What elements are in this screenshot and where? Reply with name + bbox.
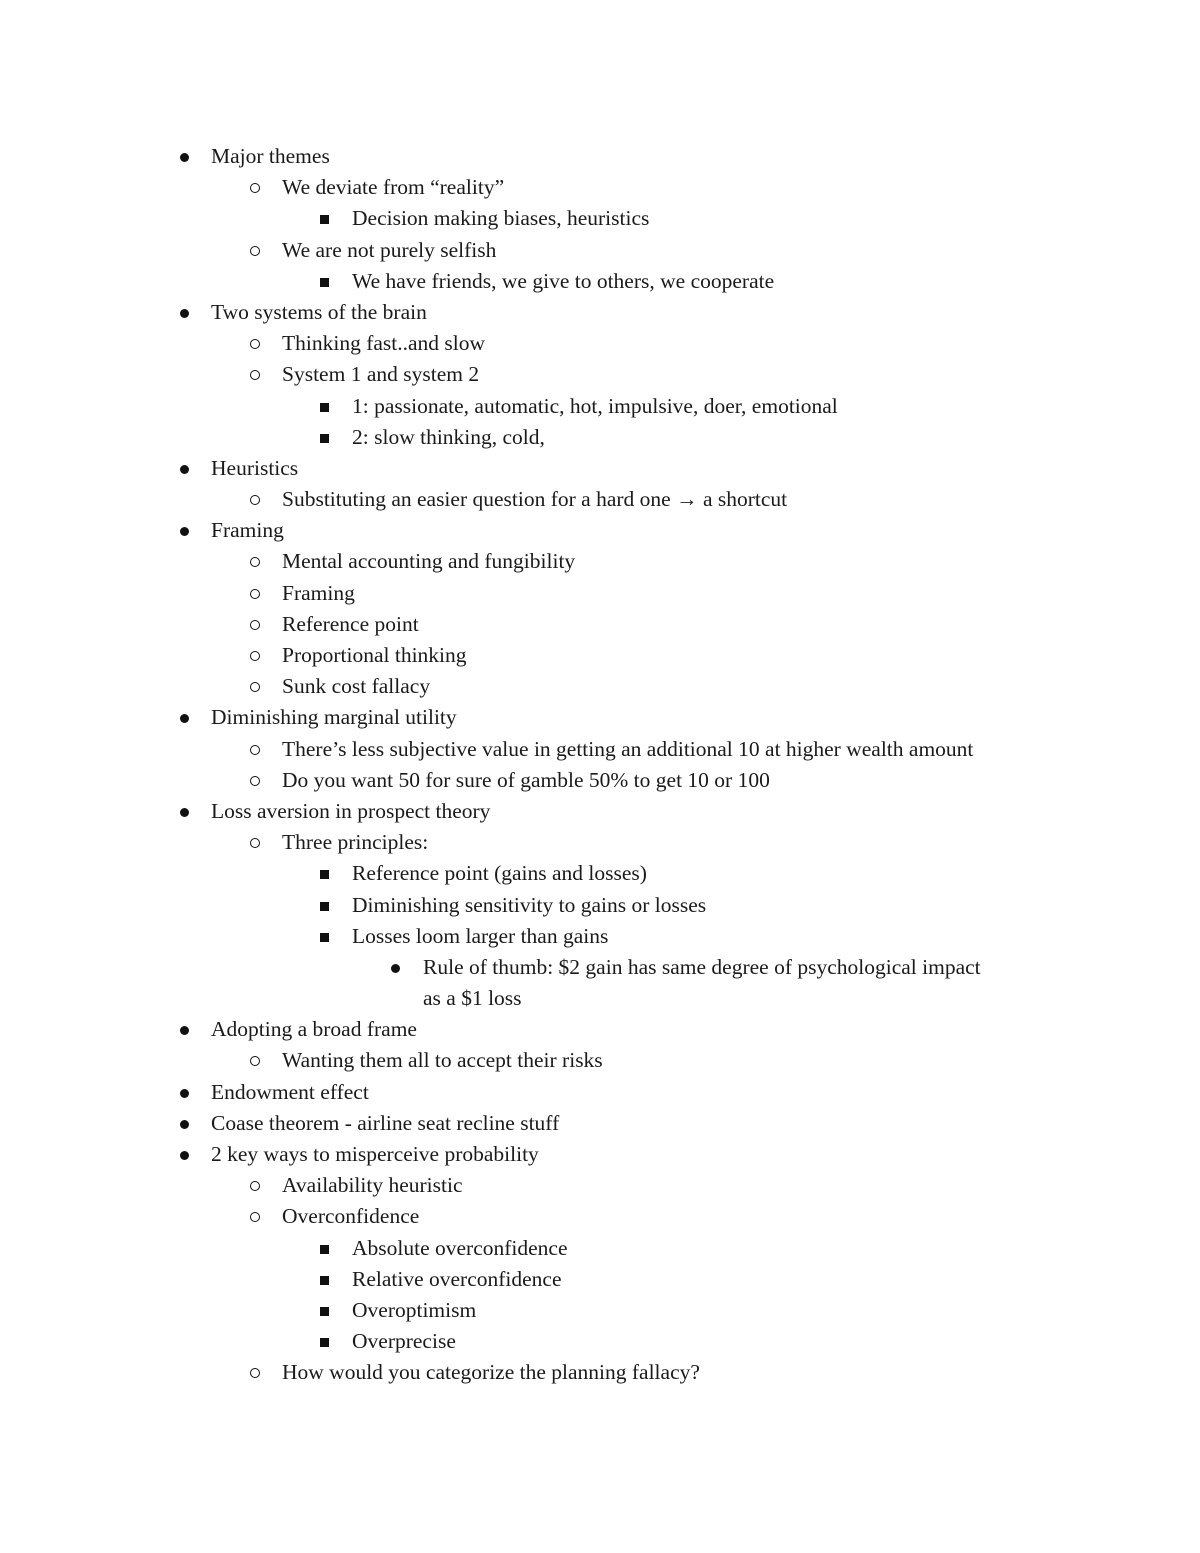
outline-item-level-0: [0, 702, 1200, 733]
circle-bullet-icon: [250, 640, 270, 671]
outline-item-level-1: [0, 827, 1200, 858]
outline-item-text: We have friends, we give to others, we cooperate: [352, 268, 775, 293]
outline-item-level-1: [0, 1170, 1200, 1201]
square-bullet-icon: [320, 858, 340, 889]
circle-bullet-icon: [250, 172, 270, 203]
circle-bullet-icon: [250, 1170, 270, 1201]
disc-bullet-icon: [180, 141, 200, 172]
outline-item-level-0: [0, 297, 1200, 328]
outline-item-text: Do you want 50 for sure of gamble 50% to get 10 or 100: [282, 767, 770, 792]
outline-item-level-1: [0, 546, 1200, 577]
circle-bullet-icon: [250, 484, 270, 515]
circle-bullet-icon: [250, 546, 270, 577]
outline-item-text: Heuristics: [211, 455, 299, 480]
circle-bullet-icon: [250, 609, 270, 640]
disc-bullet-icon: [180, 1014, 200, 1045]
outline-item-level-1: [0, 578, 1200, 609]
square-bullet-icon: [320, 1295, 340, 1326]
outline-item-level-3: [0, 952, 1200, 983]
outline-item-text: Proportional thinking: [282, 643, 467, 667]
outline-item-text: Framing: [211, 518, 284, 543]
square-bullet-icon: [320, 422, 340, 453]
square-bullet-icon: [320, 921, 340, 952]
circle-bullet-icon: [250, 1357, 270, 1388]
outline-item-text: Thinking fast..and slow: [282, 331, 486, 356]
disc-bullet-icon: [180, 702, 200, 733]
outline-item-level-2: [0, 1264, 1200, 1295]
outline-item-text: Reference point (gains and losses): [352, 861, 647, 886]
outline-item-text: Losses loom larger than gains: [352, 923, 609, 948]
disc-bullet-icon: [180, 515, 200, 546]
square-bullet-icon: [320, 1233, 340, 1264]
disc-bullet-icon: [180, 297, 200, 328]
outline-item-level-0: [0, 141, 1200, 172]
circle-bullet-icon: [250, 235, 270, 266]
outline-item-level-2: [0, 1233, 1200, 1264]
outline-item-level-2: [0, 266, 1200, 297]
disc-bullet-icon: [180, 796, 200, 827]
outline-item-level-0: [0, 1108, 1200, 1139]
outline-item-level-2: [0, 921, 1200, 952]
outline-item-text: Wanting them all to accept their risks: [282, 1048, 603, 1073]
square-bullet-icon: [320, 1264, 340, 1295]
outline-item-level-2: [0, 391, 1200, 422]
outline-item-level-1: [0, 328, 1200, 359]
outline-item-level-2: [0, 422, 1200, 453]
outline-item-level-0: [0, 1139, 1200, 1170]
circle-bullet-icon: [250, 359, 270, 390]
circle-bullet-icon: [250, 765, 270, 796]
outline-item-text: Decision making biases, heuristics: [352, 206, 650, 231]
outline-item-level-3: [0, 983, 1200, 1014]
square-bullet-icon: [320, 890, 340, 921]
outline-item-text: Coase theorem - airline seat recline stuff: [211, 1110, 560, 1135]
outline-item-text: There’s less subjective value in getting an additional 10 at higher wealth amount: [282, 736, 974, 761]
outline-item-text: Overconfidence: [282, 1204, 420, 1229]
square-bullet-icon: [320, 266, 340, 297]
outline-item-text: Substituting an easier question for a hard one → a shortcut: [282, 487, 788, 512]
outline-item-text: Endowment effect: [211, 1079, 369, 1104]
outline-item-text: as a $1 loss: [423, 986, 522, 1011]
outline-item-level-1: [0, 640, 1200, 671]
disc-bullet-icon: [180, 453, 200, 484]
outline-item-level-1: [0, 1357, 1200, 1388]
disc-bullet-icon: [180, 1108, 200, 1139]
outline-item-text: Major themes: [211, 144, 330, 168]
disc-bullet-icon: [180, 1077, 200, 1108]
square-bullet-icon: [320, 1326, 340, 1357]
outline-item-text: Adopting a broad frame: [211, 1017, 417, 1042]
outline-item-text: Availability heuristic: [282, 1173, 463, 1198]
outline-item-text: We deviate from “reality”: [282, 175, 505, 200]
outline-item-level-0: [0, 1014, 1200, 1045]
outline-item-text: Rule of thumb: $2 gain has same degree of psychological impact: [423, 954, 981, 979]
outline-item-text: Sunk cost fallacy: [282, 674, 431, 699]
outline-item-level-2: [0, 858, 1200, 889]
outline-item-level-2: [0, 1326, 1200, 1357]
outline-item-text: How would you categorize the planning fallacy?: [282, 1360, 700, 1385]
outline-item-text: Overoptimism: [352, 1297, 477, 1322]
outline-item-level-1: [0, 1045, 1200, 1076]
outline-item-text: Relative overconfidence: [352, 1266, 562, 1291]
outline-item-text: Overprecise: [352, 1329, 456, 1354]
outline-item-level-0: [0, 796, 1200, 827]
outline-item-text: Two systems of the brain: [211, 299, 427, 324]
outline-item-level-1: [0, 1201, 1200, 1232]
outline-item-level-1: [0, 235, 1200, 266]
circle-bullet-icon: [250, 328, 270, 359]
outline-item-level-0: [0, 453, 1200, 484]
outline-item-level-1: [0, 765, 1200, 796]
outline-item-text: Diminishing sensitivity to gains or losses: [352, 892, 707, 917]
outline-item-text: Reference point: [282, 611, 419, 636]
outline-item-text: Three principles:: [282, 830, 429, 855]
outline-item-level-1: [0, 734, 1200, 765]
outline-item-text: We are not purely selfish: [282, 237, 497, 262]
outline-item-text: Mental accounting and fungibility: [282, 549, 576, 574]
outline-item-text: Framing: [282, 580, 355, 605]
outline-item-level-0: [0, 515, 1200, 546]
outline-item-text: 2: slow thinking, cold,: [352, 424, 545, 449]
outline-item-level-2: [0, 890, 1200, 921]
disc-bullet-icon: [180, 1139, 200, 1170]
outline-item-level-1: [0, 172, 1200, 203]
outline-item-level-1: [0, 609, 1200, 640]
outline-item-text: 2 key ways to misperceive probability: [211, 1142, 539, 1166]
outline-item-level-1: [0, 671, 1200, 702]
circle-bullet-icon: [250, 1201, 270, 1232]
outline-item-level-2: [0, 203, 1200, 234]
circle-bullet-icon: [250, 827, 270, 858]
outline-item-text: 1: passionate, automatic, hot, impulsive, doer, emotional: [352, 393, 838, 418]
circle-bullet-icon: [250, 578, 270, 609]
circle-bullet-icon: [250, 671, 270, 702]
outline-item-text: Diminishing marginal utility: [211, 705, 457, 730]
circle-bullet-icon: [250, 734, 270, 765]
square-bullet-icon: [320, 391, 340, 422]
outline-item-text: Loss aversion in prospect theory: [211, 798, 491, 823]
document-outline: [0, 141, 1200, 1389]
disc-bullet-icon: [391, 952, 411, 983]
square-bullet-icon: [320, 203, 340, 234]
outline-item-level-0: [0, 1077, 1200, 1108]
outline-item-text: Absolute overconfidence: [352, 1235, 568, 1260]
outline-item-text: System 1 and system 2: [282, 362, 480, 387]
outline-item-level-1: [0, 484, 1200, 515]
circle-bullet-icon: [250, 1045, 270, 1076]
outline-item-level-2: [0, 1295, 1200, 1326]
outline-item-level-1: [0, 359, 1200, 390]
